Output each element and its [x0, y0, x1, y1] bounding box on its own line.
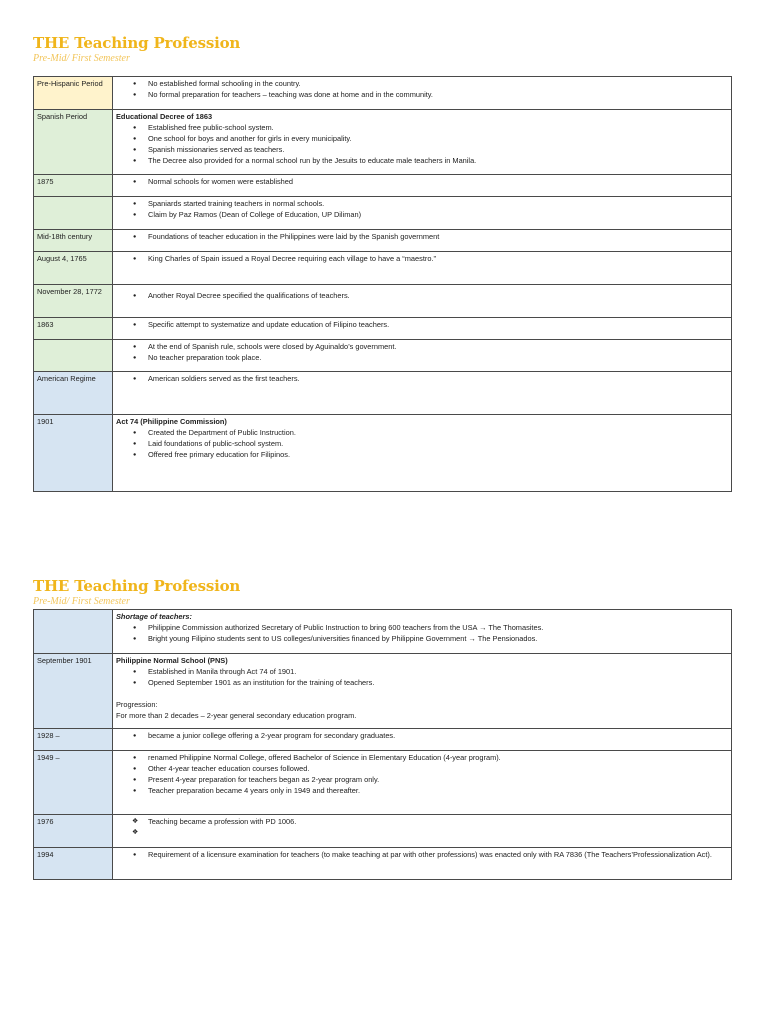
- bullet: ● The Decree also provided for a normal school run by the Jesuits to educate male teachers in Manila.: [116, 156, 728, 167]
- table-row: [34, 318, 732, 340]
- bullet: ● Established free public-school system.: [116, 123, 728, 134]
- row-date: September 1901: [34, 654, 113, 729]
- bullet: ● Established in Manila through Act 74 of 1901.: [116, 667, 728, 678]
- bullet: ● Other 4-year teacher education courses followed.: [116, 764, 728, 775]
- row-content: [113, 77, 732, 110]
- table-row: [34, 252, 732, 285]
- row-date: Pre-Hispanic Period: [34, 77, 113, 110]
- bullet: ● Philippine Commission authorized Secretary of Public Instruction to bring 600 teachers from the USA → The Thomasites.: [116, 623, 728, 634]
- table-row: [34, 848, 732, 880]
- doc-title: THE Teaching Profession: [33, 577, 241, 595]
- row-content: [113, 815, 732, 848]
- bullet: ● Normal schools for women were established: [116, 177, 728, 188]
- doc-title: THE Teaching Profession: [33, 34, 241, 52]
- table-row: [34, 77, 732, 110]
- bullet: ● Spanish missionaries served as teachers.: [116, 145, 728, 156]
- row-content: [113, 197, 732, 230]
- table-row: [34, 197, 732, 230]
- row-date: [34, 197, 113, 230]
- bullet: ● became a junior college offering a 2-year program for secondary graduates.: [116, 731, 728, 742]
- timeline-table: [33, 76, 732, 492]
- bullet: ● Spaniards started training teachers in normal schools.: [116, 199, 728, 210]
- row-content: [113, 318, 732, 340]
- bullet: ● Created the Department of Public Instruction.: [116, 428, 728, 439]
- row-heading: Shortage of teachers:: [116, 612, 192, 621]
- row-date: 1875: [34, 175, 113, 197]
- row-date: Mid-18th century: [34, 230, 113, 252]
- doc-subtitle: Pre-Mid/ First Semester: [33, 596, 130, 607]
- note-heading: Progression:: [116, 699, 158, 709]
- row-content: [113, 654, 732, 729]
- bullet: ❖ Teaching became a profession with PD 1006.: [116, 817, 728, 828]
- row-content: [113, 175, 732, 197]
- row-content: [113, 230, 732, 252]
- row-date: 1949 –: [34, 751, 113, 815]
- bullet: ● Offered free primary education for Filipinos.: [116, 450, 728, 461]
- bullet: ● King Charles of Spain issued a Royal Decree requiring each village to have a “maestro.”: [116, 254, 728, 265]
- table-row: [34, 610, 732, 654]
- bullet: ● Opened September 1901 as an institution for the training of teachers.: [116, 678, 728, 689]
- bullet: ● Foundations of teacher education in the Philippines were laid by the Spanish government: [116, 232, 728, 243]
- row-date: 1901: [34, 415, 113, 492]
- row-content: [113, 252, 732, 285]
- row-content: [113, 285, 732, 318]
- bullet: ● No formal preparation for teachers – teaching was done at home and in the community.: [116, 90, 728, 101]
- row-heading: Philippine Normal School (PNS): [116, 656, 228, 665]
- table-row: [34, 372, 732, 415]
- row-date: 1863: [34, 318, 113, 340]
- row-content: [113, 110, 732, 175]
- bullet: ● American soldiers served as the first teachers.: [116, 374, 728, 385]
- row-content: [113, 729, 732, 751]
- timeline-table: [33, 609, 732, 880]
- table-row: [34, 110, 732, 175]
- row-content: [113, 372, 732, 415]
- bullet: ● Claim by Paz Ramos (Dean of College of Education, UP Diliman): [116, 210, 728, 221]
- row-date: [34, 610, 113, 654]
- row-date: August 4, 1765: [34, 252, 113, 285]
- bullet: ● Specific attempt to systematize and update education of Filipino teachers.: [116, 320, 728, 331]
- row-heading: Educational Decree of 1863: [116, 112, 213, 121]
- row-date: American Regime: [34, 372, 113, 415]
- bullet: ● Teacher preparation became 4 years only in 1949 and thereafter.: [116, 786, 728, 797]
- bullet: ● Another Royal Decree specified the qualifications of teachers.: [116, 291, 728, 302]
- row-content: [113, 751, 732, 815]
- table-row: [34, 340, 732, 372]
- bullet: ● At the end of Spanish rule, schools were closed by Aguinaldo’s government.: [116, 342, 728, 353]
- bullet: ● No established formal schooling in the country.: [116, 79, 728, 90]
- row-date: November 28, 1772: [34, 285, 113, 318]
- bullet: ● Laid foundations of public-school system.: [116, 439, 728, 450]
- table-row: [34, 654, 732, 729]
- table-row: [34, 751, 732, 815]
- bullet: ● No teacher preparation took place.: [116, 353, 728, 364]
- doc-subtitle: Pre-Mid/ First Semester: [33, 53, 130, 64]
- bullet: ● One school for boys and another for girls in every municipality.: [116, 134, 728, 145]
- bullet: ● renamed Philippine Normal College, offered Bachelor of Science in Elementary Education (4-year program).: [116, 753, 728, 764]
- row-date: Spanish Period: [34, 110, 113, 175]
- bullet: ● Requirement of a licensure examination for teachers (to make teaching at par with other professions) was enacted only with RA 7836 (The Teachers’Professionalization Act).: [116, 850, 728, 861]
- row-date: 1994: [34, 848, 113, 880]
- table-row: [34, 415, 732, 492]
- table-row: [34, 175, 732, 197]
- row-content: [113, 340, 732, 372]
- bullet: ● Present 4-year preparation for teachers began as 2-year program only.: [116, 775, 728, 786]
- table-row: [34, 285, 732, 318]
- row-date: 1976: [34, 815, 113, 848]
- row-heading: Act 74 (Philippine Commission): [116, 417, 227, 426]
- row-date: 1928 –: [34, 729, 113, 751]
- row-content: [113, 415, 732, 492]
- bullet: ● Bright young Filipino students sent to US colleges/universities financed by Philippine Government → The Pensionados.: [116, 634, 728, 645]
- table-row: [34, 815, 732, 848]
- table-row: [34, 729, 732, 751]
- row-content: [113, 848, 732, 880]
- table-row: [34, 230, 732, 252]
- note-text: For more than 2 decades – 2-year general secondary education program.: [116, 710, 357, 720]
- row-date: [34, 340, 113, 372]
- row-content: [113, 610, 732, 654]
